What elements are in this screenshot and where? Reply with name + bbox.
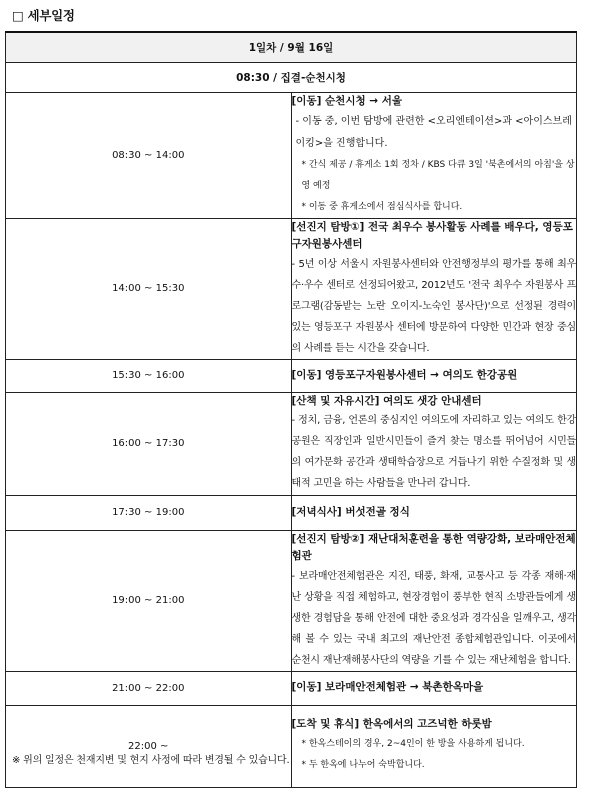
row-note: * 두 한옥에 나누어 숙박합니다. — [301, 759, 425, 770]
row-body: - 5년 이상 서울시 자원봉사센터와 안전행정부의 평가를 통해 최우수·우수 센터로 선정되어왔고, 2012년도 '전국 최우수 자원봉사 프로그램(감동받는 노란 오이지-노숙인 봉사단)'으로 선정된 경력이 있는 영등포구 자원봉사 센터에 방문하여 다양한 민간과 현장 중심의 사례를 듣는 시간을 갖습니다. — [291, 258, 576, 354]
row-time: 15:30 ~ 16:00 — [6, 359, 292, 392]
row-time: 17:30 ~ 19:00 — [6, 495, 292, 530]
row-description — [291, 359, 577, 392]
day-header: 1일차 / 9월 16일 — [6, 32, 577, 63]
footer-note: ※ 위의 일정은 천재지변 및 현지 사정에 따라 변경될 수 있습니다. — [12, 755, 290, 766]
row-time: 19:00 ~ 21:00 — [6, 530, 292, 671]
row-description — [291, 495, 577, 530]
schedule-row — [6, 705, 577, 787]
schedule-row — [6, 495, 577, 530]
schedule-row — [6, 218, 577, 359]
schedule-row — [6, 359, 577, 392]
row-note: * 간식 제공 / 휴게소 1회 정차 / KBS 다큐 3일 '북촌에서의 아침'을 상영 예정 — [301, 159, 575, 191]
row-title: [이동] 보라매안전체험관 → 북촌한옥마을 — [291, 681, 484, 694]
row-note: * 한옥스테이의 경우, 2~4인이 한 방을 사용하게 됩니다. — [301, 738, 525, 749]
day-header-row — [6, 32, 577, 63]
row-body: - 정치, 금융, 언론의 중심지인 여의도에 자리하고 있는 여의도 한강공원은 직장인과 일반시민들이 즐겨 찾는 명소를 뛰어넘어 시민들의 여가문화 공간과 생태학습장으로 거듭나기 위한 수질정화 및 생태적 고민을 하는 사람들을 만나러 갑니다. — [291, 415, 576, 490]
meeting-info: 08:30 / 집결-순천시청 — [6, 63, 577, 93]
row-body: - 보라매안전체험관은 지진, 태풍, 화재, 교통사고 등 각종 재해·재난 상황을 직접 체험하고, 현장경험이 풍부한 현직 소방관들에게 생생한 경험담을 통해 안전에 대한 중요성과 경각심을 일깨우고, 생각해 볼 수 있는 국내 최고의 재난안전 종합체험관입니다. 이곳에서 순천시 재난재해봉사단의 역량을 기를 수 있는 재난체험을 합니다. — [291, 570, 576, 666]
row-note: * 이동 중 휴게소에서 점심식사를 합니다. — [301, 201, 463, 212]
row-title: [이동] 영등포구자원봉사센터 → 여의도 한강공원 — [291, 368, 518, 381]
row-title: [선진지 탐방②] 재난대처훈련을 통한 역량강화, 보라매안전체험관 — [291, 532, 576, 562]
row-description — [291, 705, 577, 787]
schedule-row — [6, 530, 577, 671]
row-line: - 이동 중, 이번 탐방에 관련한 <오리엔테이션>과 <아이스브레이킹>을 진행합니다. — [295, 115, 572, 149]
row-title: [산책 및 자유시간] 여의도 샛강 안내센터 — [291, 394, 482, 407]
row-time: 21:00 ~ 22:00 — [6, 671, 292, 705]
schedule-row — [6, 392, 577, 495]
row-description — [291, 530, 577, 671]
schedule-table — [5, 31, 577, 788]
row-title: [선진지 탐방①] 전국 최우수 봉사활동 사례를 배우다, 영등포구자원봉사센터 — [291, 220, 573, 250]
row-time: 08:30 ~ 14:00 — [6, 93, 292, 219]
row-description — [291, 218, 577, 359]
schedule-row — [6, 93, 577, 219]
section-heading: □ 세부일정 — [12, 8, 75, 23]
row-title: [도착 및 휴식] 한옥에서의 고즈넉한 하룻밤 — [291, 718, 492, 731]
row-description — [291, 392, 577, 495]
row-time: 16:00 ~ 17:30 — [6, 392, 292, 495]
row-title: [저녁식사] 버섯전골 정식 — [291, 505, 410, 518]
row-title: [이동] 순천시청 → 서울 — [291, 95, 403, 107]
row-time: 22:00 ~ — [6, 705, 292, 787]
row-description — [291, 671, 577, 705]
schedule-row — [6, 671, 577, 705]
row-description — [291, 93, 577, 219]
meeting-row — [6, 63, 577, 93]
row-time: 14:00 ~ 15:30 — [6, 218, 292, 359]
